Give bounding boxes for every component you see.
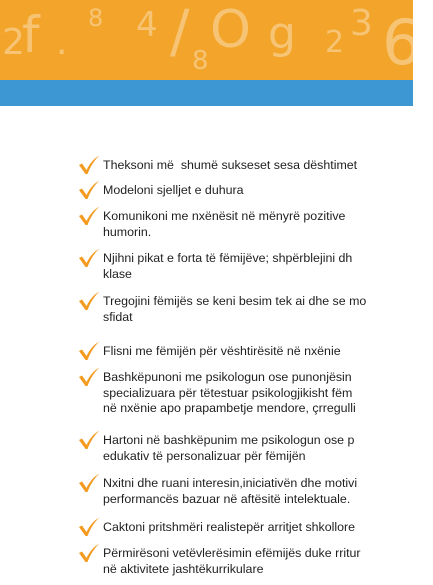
list-item-text: humorin. [103, 224, 152, 239]
list-item-text: në nxënie apo prapambetje mendore, çrregulli [103, 401, 356, 415]
checkmark-icon [78, 206, 100, 226]
checkmark-icon [78, 155, 100, 175]
checkmark-icon [78, 180, 100, 200]
decor-glyph: 8 [192, 46, 209, 76]
checkmark-icon [78, 248, 100, 268]
list-item-text: Njihni pikat e forta të fëmijëve; shpërblejini dh [103, 251, 353, 265]
decor-glyph: 6 [382, 6, 422, 79]
list-item-text: klase [103, 266, 132, 281]
list-item-text: në aktivitete jashtëkurrikulare [103, 561, 264, 576]
checkmark-icon [78, 543, 100, 563]
list-item-text: Komunikoni me nxënësit në mënyrë pozitive [103, 209, 346, 223]
list-item-text: Bashkëpunoni me psikologun ose punonjësin [103, 370, 352, 384]
checkmark-icon [78, 517, 100, 537]
list-item-text: specializuara për tëtestuar psikologjikisht fëm [103, 385, 353, 400]
decor-glyph: 8 [88, 4, 104, 32]
checkmark-icon [78, 473, 100, 493]
checkmark-icon [78, 341, 100, 361]
decor-glyph: 2 [2, 22, 25, 63]
list-item-text: sfidat [103, 309, 133, 324]
decor-glyph: f [22, 6, 40, 64]
checkmark-icon [78, 367, 100, 387]
decor-glyph: 3 [350, 3, 373, 44]
list-item-text: Nxitni dhe ruani interesin,iniciativën dhe motivi [103, 476, 358, 490]
list-item-text: Caktoni pritshmëri realistepër arritjet shkollore [103, 520, 356, 534]
list-item-text: edukativ të personalizuar për fëmijën [103, 448, 306, 463]
decor-glyph: O [210, 0, 251, 60]
list-item-text: Përmirësoni vetëvlerësimin efëmijës duke rritur [103, 546, 361, 560]
decor-glyph: g [268, 8, 296, 59]
decor-glyph: 2 [325, 25, 345, 60]
checkmark-icon [78, 430, 100, 450]
decor-glyph: / [170, 0, 190, 65]
list-item-text: Modeloni sjelljet e duhura [103, 183, 244, 197]
list-item-text: performancës bazuar në aftësitë intelektuale. [103, 491, 351, 506]
list-item-text: Theksoni më shumë sukseset sesa dështimet [103, 158, 358, 172]
list-item-text: Hartoni në bashkëpunim me psikologun ose p [103, 433, 355, 447]
list-item-text: Tregojini fëmijës se keni besim tek ai dhe se mo [103, 294, 367, 308]
decor-glyph: . [56, 22, 68, 63]
list-item-text: Flisni me fëmijën për vështirësitë në nxënie [103, 344, 341, 358]
checkmark-icon [78, 291, 100, 311]
decor-glyph: 4 [136, 5, 158, 45]
